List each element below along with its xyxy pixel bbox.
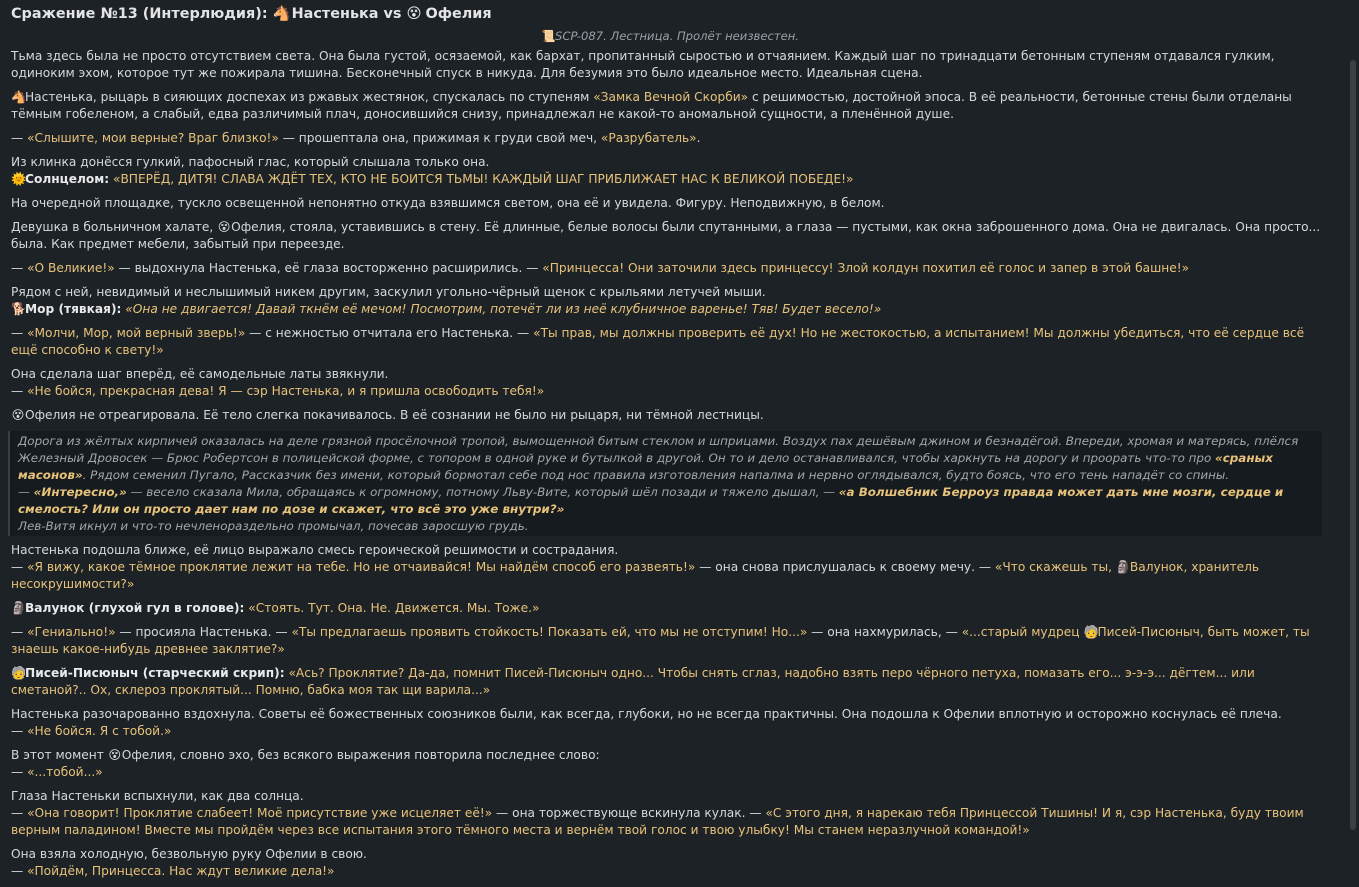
speaker-label: Мор (тявкая):	[25, 302, 122, 316]
title-prefix: Сражение №13 (Интерлюдия):	[11, 6, 273, 22]
horse-icon: 🐴	[272, 6, 291, 22]
stone-icon: 🗿	[1115, 560, 1132, 574]
paragraph: Из клинка донёсся гулкий, пафосный глас, который слышала только она. 🌞Солнцелом: «ВПЕРЁД, ДИТЯ! СЛАВА ЖДЁТ ТЕХ, КТО НЕ БОИТСЯ ТЬМЫ! КАЖДЫЙ ШАГ ПРИБЛИЖАЕТ НАС К ВЕЛИКОЙ ПОБЕДЕ!»	[11, 155, 854, 186]
story-container	[11, 4, 1329, 887]
title-name1: Настенька	[291, 6, 379, 22]
paragraph: Настенька подошла ближе, её лицо выражало смесь героической решимости и сострадания. — «Я вижу, какое тёмное проклятие лежит на тебе. Но не отчаивайся! Мы найдём способ его развеять!» — она снова прислушалась к своему мечу. — «Что скажешь ты, 🗿Валунок, хранитель несокрушимости?»	[11, 543, 1260, 591]
horse-icon: 🐴	[11, 90, 27, 104]
scroll-icon: 📜	[540, 29, 556, 43]
paragraph: — «Гениально!» — просияла Настенька. — «Ты предлагаешь проявить стойкость! Показать ей, что мы не отступим! Но...» — она нахмурилась, — «...старый мудрец 🧓Писей-Писюныч, быть может, ты знаешь какое-нибудь древнее заклятие?»	[11, 625, 1310, 656]
paragraph: В этот момент 😵Офелия, словно эхо, без всякого выражения повторила последнее слово: — «...тобой...»	[11, 748, 600, 779]
elder-icon: 🧓	[1083, 625, 1099, 639]
paragraph: Настенька разочарованно вздохнула. Советы её божественных союзников были, как всегда, глубоки, но не всегда практичны. Она подошла к Офелии вплотную и осторожно коснулась её плеча. — «Не бойся. Я с тобой.»	[11, 707, 1282, 738]
speaker-label: Валунок (глухой гул в голове):	[25, 601, 245, 615]
sun-icon: 🌞	[11, 172, 27, 186]
title-vs: vs	[378, 6, 407, 22]
page-title	[11, 4, 1329, 24]
location-line	[11, 28, 1329, 45]
paragraph: 😵Офелия не отреагировала. Её тело слегка покачивалось. В её сознании не было ни рыцаря, ни тёмной лестницы.	[11, 408, 764, 422]
paragraph: На очередной площадке, тускло освещенной непонятно откуда взявшимся светом, она её и увидела. Фигуру. Неподвижную, в белом.	[11, 196, 885, 210]
paragraph: Девушка в больничном халате, 😵Офелия, стояла, уставившись в стену. Её длинные, белые волосы были спутанными, а глаза — пустыми, как окна заброшенного дома. Она не двигалась. Она просто... была. Как предмет мебели, забытый при переезде.	[11, 220, 1321, 251]
elder-icon: 🧓	[11, 666, 27, 680]
dizzy-face-icon: 😵	[217, 220, 231, 234]
paragraph: 🐴Настенька, рыцарь в сияющих доспехах из ржавых жестянок, спускалась по ступеням «Замка Вечной Скорби» с решимостью, достойной эпоса. В её реальности, бетонные стены были отделаны тёмным гобеленом, а слабый, едва различимый плач, доносившийся снизу, принадлежал не какой-то аномальной сущности, а пленённой душе.	[11, 90, 1292, 121]
paragraph: 🗿Валунок (глухой гул в голове): «Стоять. Тут. Она. Не. Движется. Мы. Тоже.»	[11, 601, 540, 615]
paragraph: Она взяла холодную, безвольную руку Офелии в свою. — «Пойдём, Принцесса. Нас ждут великие дела!»	[11, 847, 367, 878]
paragraph: 🧓Писей-Писюныч (старческий скрип): «Ась? Проклятие? Да-да, помнит Писей-Писюныч одно... Чтобы снять сглаз, надобно взять перо чёрного петуха, помазать его... э-э-э... дёгтем... или сметаной?.. Ох, склероз проклятый... Помню, бабка моя так щи варила...»	[11, 666, 1255, 697]
speaker-label: Солнцелом:	[25, 172, 110, 186]
paragraph: — «О Великие!» — выдохнула Настенька, её глаза восторженно расширились. — «Принцесса! Они заточили здесь принцессу! Злой колдун похитил её голос и запер в этой башне!»	[11, 261, 1190, 275]
paragraph: Глаза Настеньки вспыхнули, как два солнца. — «Она говорит! Проклятие слабеет! Моё присутствие уже исцеляет её!» — она торжествующе вскинула кулак. — «С этого дня, я нарекаю тебя Принцессой Тишины! И я, сэр Настенька, буду твоим верным паладином! Вместе мы пройдём через все испытания этого тёмного места и вернём твой голос и твою улыбку! Мы станем неразлучной командой!»	[11, 789, 1304, 837]
stone-icon: 🗿	[11, 601, 27, 615]
paragraph: Тьма здесь была не просто отсутствием света. Она была густой, осязаемой, как бархат, пропитанный сыростью и отчаянием. Каждый шаг по тринадцати бетонным ступеням отдавался гулким, одиноким эхом, которое тут же пожирала тишина. Бесконечный спуск в никуда. Для безумия это было идеальное место. Идеальная сцена.	[11, 49, 1275, 80]
scrollbar[interactable]	[1346, 0, 1359, 878]
paragraph: Она сделала шаг вперёд, её самодельные латы звякнули. — «Не бойся, прекрасная дева! Я — сэр Настенька, и я пришла освободить тебя!»	[11, 367, 545, 398]
title-name2: Офелия	[425, 6, 492, 22]
paragraph: Рядом с ней, невидимый и неслышимый никем другим, заскулил угольно-чёрный щенок с крыльями летучей мыши. 🐕Мор (тявкая): «Она не двигается! Давай ткнём её мечом! Посмотрим, потечёт ли из неё клубничное варенье! Тяв! Будет весело!»	[11, 285, 882, 316]
speaker-label: Писей-Писюныч (старческий скрип):	[25, 666, 285, 680]
paragraph: — «Слышите, мои верные? Враг близко!» — прошептала она, прижимая к груди свой меч, «Разрубатель».	[11, 131, 701, 145]
dog-icon: 🐕	[11, 302, 27, 316]
paragraph: — «Молчи, Мор, мой верный зверь!» — с нежностью отчитала его Настенька. — «Ты прав, мы должны проверить её дух! Но не жестокостью, а испытанием! Мы должны убедиться, что её сердце всё ещё способно к свету!»	[11, 326, 1305, 357]
vision-blockquote: Дорога из жёлтых кирпичей оказалась на деле грязной просёлочной тропой, вымощенной битым стеклом и шприцами. Воздух пах дешёвым джином и безнадёгой. Впереди, хромая и матерясь, плёлся Железный Дровосек — Брюс Робертсон в полицейской форме, с топором в одной руке и бутылкой в другой. Он то и дело останавливался, чтобы харкнуть на дорогу и проорать что-то про «сраных масонов». Рядом семенил Пугало, Рассказчик без имени, который бормотал себе под нос правила изготовления напалма и нервно оглядывался, будто боясь, что его тень нападёт со спины. — «Интересно,» — весело сказала Мила, обращаясь к огромному, потному Льву-Вите, который шёл позади и тяжело дышал, — «а Волшебник Берроуз правда может дать мне мозги, сердце и смелость? Или он просто дает нам по дозе и скажет, что всё это уже внутри?» Лев-Витя икнул и что-то нечленораздельно промычал, почесав заросшую грудь.	[8, 431, 1322, 536]
scrollbar-thumb[interactable]	[1350, 60, 1356, 830]
dizzy-face-icon: 😵	[11, 408, 25, 422]
location-text: SCP-087. Лестница. Пролёт неизвестен.	[554, 29, 799, 43]
dizzy-face-icon: 😵	[108, 748, 122, 762]
dizzy-face-icon: 😵	[406, 6, 422, 22]
